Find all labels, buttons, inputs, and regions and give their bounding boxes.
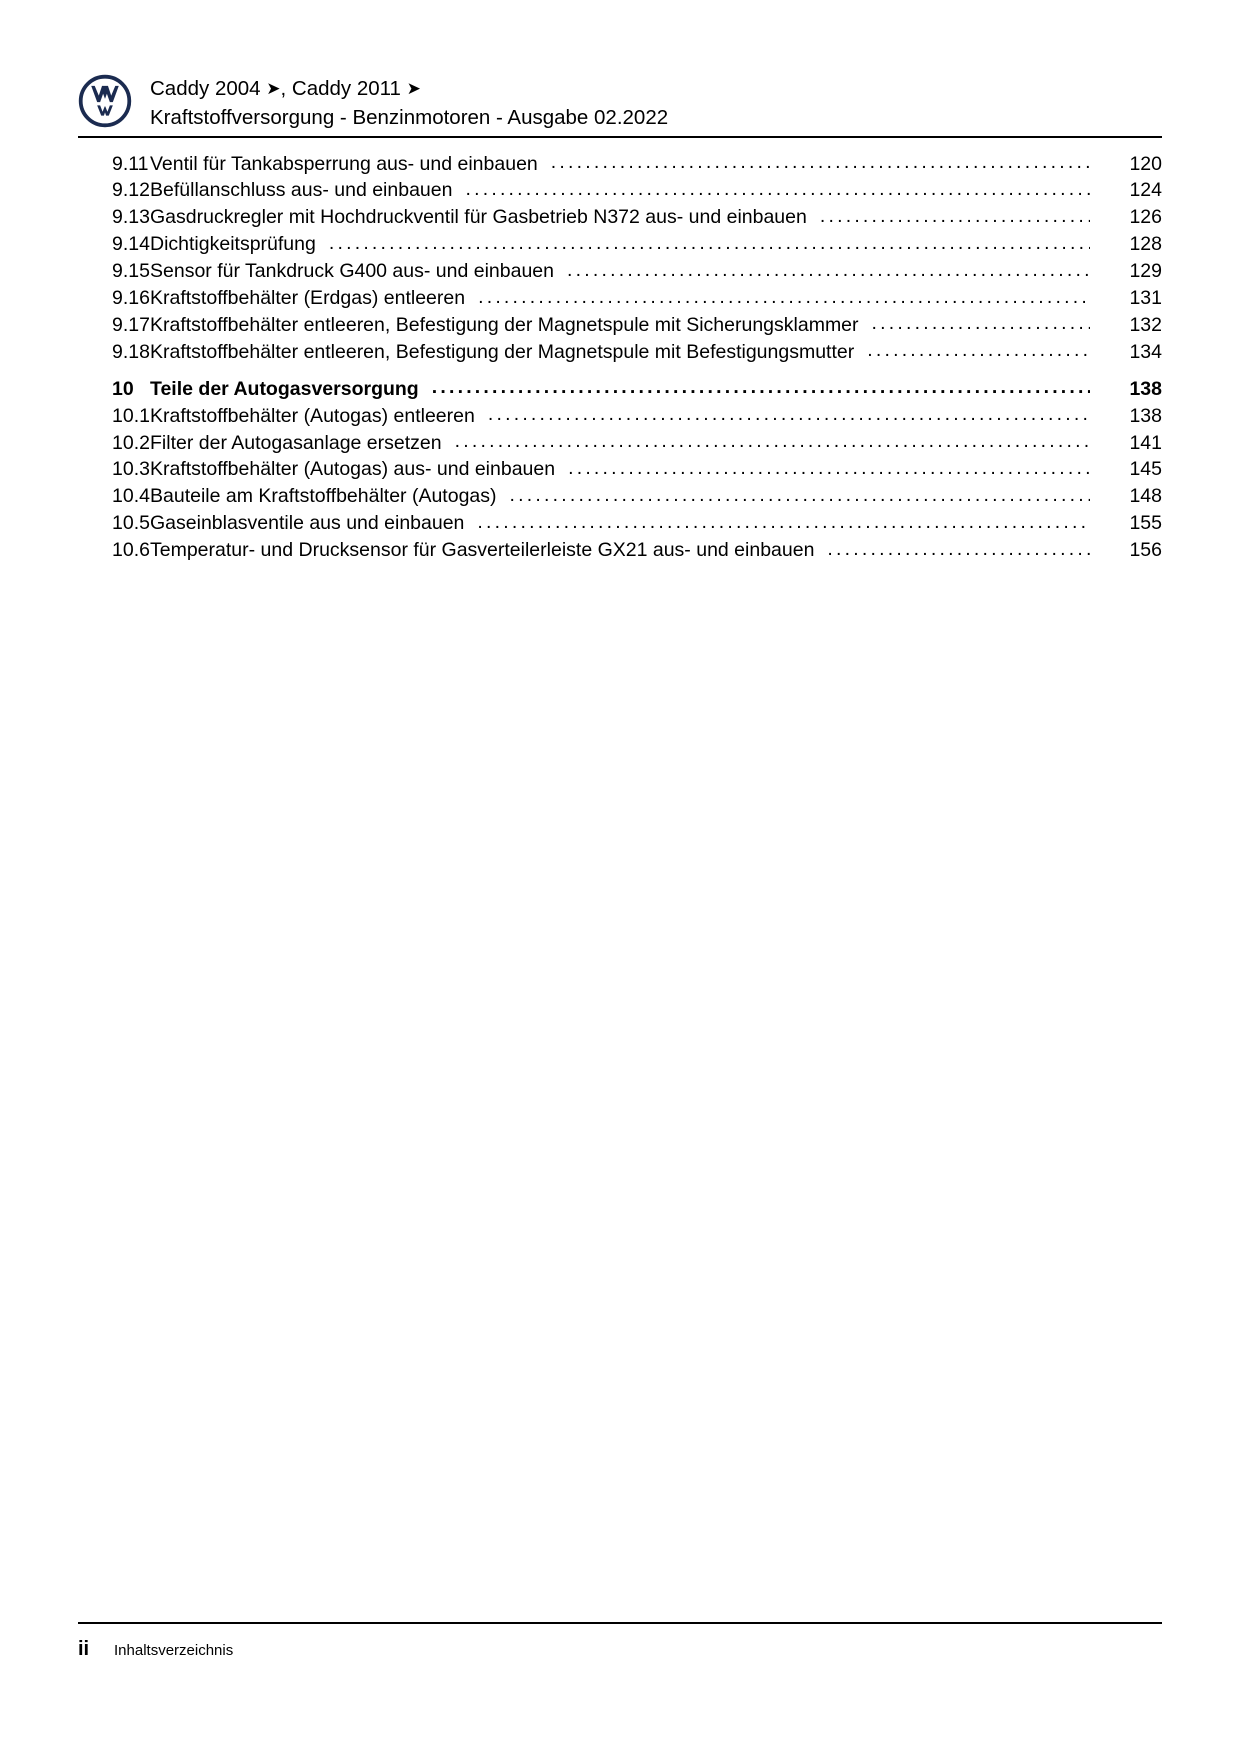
header-text-block xyxy=(150,68,668,132)
toc-entry-title: Filter der Autogasanlage ersetzen xyxy=(150,431,442,454)
toc-entry-title: Temperatur- und Drucksensor für Gasverteilerleiste GX21 aus- und einbauen xyxy=(150,539,815,562)
toc-leader-dots xyxy=(510,483,1091,503)
toc-entry[interactable] xyxy=(78,150,1162,177)
toc-entry[interactable] xyxy=(78,510,1162,537)
toc-entry-number: 9.16 xyxy=(112,287,150,310)
toc-leader-dots xyxy=(432,375,1090,395)
toc-entry-title: Sensor für Tankdruck G400 aus- und einbauen xyxy=(150,260,554,283)
toc-entry[interactable] xyxy=(78,231,1162,258)
toc-entry-number: 9.12 xyxy=(112,179,150,202)
toc-leader-dots xyxy=(551,150,1090,170)
header-model-mid: , Caddy 2011 xyxy=(280,77,407,100)
toc-entry-number: 9.17 xyxy=(112,313,150,336)
toc-entry-number: 9.14 xyxy=(112,233,150,256)
toc-entry[interactable] xyxy=(78,258,1162,285)
toc-leader-dots xyxy=(488,402,1090,422)
toc-entry-number: 10.6 xyxy=(112,539,150,562)
header-model-pre: Caddy 2004 xyxy=(150,77,267,100)
table-of-contents xyxy=(78,150,1162,564)
toc-entry-page: 124 xyxy=(1129,179,1162,202)
footer-divider xyxy=(78,1622,1162,1624)
toc-entry[interactable] xyxy=(78,285,1162,312)
toc-leader-dots xyxy=(477,510,1090,530)
toc-entry-number: 10.3 xyxy=(112,458,150,481)
toc-entry[interactable] xyxy=(78,429,1162,456)
toc-entry-title: Kraftstoffbehälter (Autogas) aus- und einbauen xyxy=(150,458,556,481)
toc-entry[interactable] xyxy=(78,204,1162,231)
toc-entry-title: Kraftstoffbehälter entleeren, Befestigung der Magnetspule mit Befestigungsmutter xyxy=(150,340,855,363)
toc-entry-page: 134 xyxy=(1129,340,1162,363)
toc-entry-title: Bauteile am Kraftstoffbehälter (Autogas) xyxy=(150,485,497,508)
toc-entry-title: Teile der Autogasversorgung xyxy=(150,377,419,400)
toc-entry-page: 155 xyxy=(1129,512,1162,535)
toc-entry-number: 10.2 xyxy=(112,431,150,454)
toc-entry-title: Gaseinblasventile aus und einbauen xyxy=(150,512,465,535)
toc-leader-dots xyxy=(827,537,1090,557)
toc-entry-page: 138 xyxy=(1129,377,1162,400)
toc-entry-title: Kraftstoffbehälter entleeren, Befestigung der Magnetspule mit Sicherungsklammer xyxy=(150,313,859,336)
right-arrow-icon: ➤ xyxy=(266,79,281,98)
toc-entry[interactable] xyxy=(78,311,1162,338)
footer-page-number: ii xyxy=(78,1638,90,1660)
toc-entry-page: 131 xyxy=(1129,287,1162,310)
page-header xyxy=(78,68,1162,132)
toc-entry-title: Gasdruckregler mit Hochdruckventil für Gasbetrieb N372 aus- und einbauen xyxy=(150,206,807,229)
toc-leader-dots xyxy=(867,338,1090,358)
footer-label: Inhaltsverzeichnis xyxy=(114,1642,234,1659)
toc-entry[interactable] xyxy=(78,483,1162,510)
toc-entry-page: 148 xyxy=(1129,485,1162,508)
toc-entry-title: Kraftstoffbehälter (Erdgas) entleeren xyxy=(150,287,466,310)
toc-entry[interactable] xyxy=(78,537,1162,564)
toc-entry-number: 9.18 xyxy=(112,340,150,363)
toc-entry-number: 9.13 xyxy=(112,206,150,229)
toc-entry-page: 126 xyxy=(1129,206,1162,229)
toc-leader-dots xyxy=(568,456,1090,476)
toc-entry[interactable] xyxy=(78,338,1162,365)
toc-entry-page: 129 xyxy=(1129,260,1162,283)
toc-entry-page: 145 xyxy=(1129,458,1162,481)
toc-entry-title: Kraftstoffbehälter (Autogas) entleeren xyxy=(150,404,475,427)
header-model-line xyxy=(150,74,668,103)
vw-logo-icon xyxy=(78,74,132,128)
toc-entry-number: 9.15 xyxy=(112,260,150,283)
toc-leader-dots xyxy=(455,429,1090,449)
toc-entry-page: 132 xyxy=(1129,313,1162,336)
toc-entry-number: 10.4 xyxy=(112,485,150,508)
toc-entry-page: 120 xyxy=(1129,152,1162,175)
toc-leader-dots xyxy=(465,177,1090,197)
toc-leader-dots xyxy=(478,285,1090,305)
toc-entry-page: 156 xyxy=(1129,539,1162,562)
page-footer xyxy=(78,1638,1162,1661)
toc-entry[interactable] xyxy=(78,375,1162,402)
toc-entry[interactable] xyxy=(78,402,1162,429)
toc-entry[interactable] xyxy=(78,456,1162,483)
header-divider xyxy=(78,136,1162,138)
right-arrow-icon-2: ➤ xyxy=(406,79,421,98)
header-subtitle-line: Kraftstoffversorgung - Benzinmotoren - Ausgabe 02.2022 xyxy=(150,106,669,129)
toc-leader-dots xyxy=(872,311,1090,331)
toc-entry-number: 10 xyxy=(112,377,134,400)
toc-entry-title: Ventil für Tankabsperrung aus- und einbauen xyxy=(150,152,538,175)
toc-entry-title: Befüllanschluss aus- und einbauen xyxy=(150,179,453,202)
toc-entry[interactable] xyxy=(78,177,1162,204)
toc-entry-page: 141 xyxy=(1129,431,1162,454)
toc-entry-number: 10.1 xyxy=(112,404,150,427)
toc-entry-page: 128 xyxy=(1129,233,1162,256)
toc-entry-number: 10.5 xyxy=(112,512,150,535)
toc-entry-number: 9.11 xyxy=(112,152,149,175)
toc-entry-page: 138 xyxy=(1129,404,1162,427)
toc-entry-title: Dichtigkeitsprüfung xyxy=(150,233,316,256)
toc-leader-dots xyxy=(329,231,1090,251)
toc-leader-dots xyxy=(567,258,1090,278)
toc-leader-dots xyxy=(820,204,1090,224)
